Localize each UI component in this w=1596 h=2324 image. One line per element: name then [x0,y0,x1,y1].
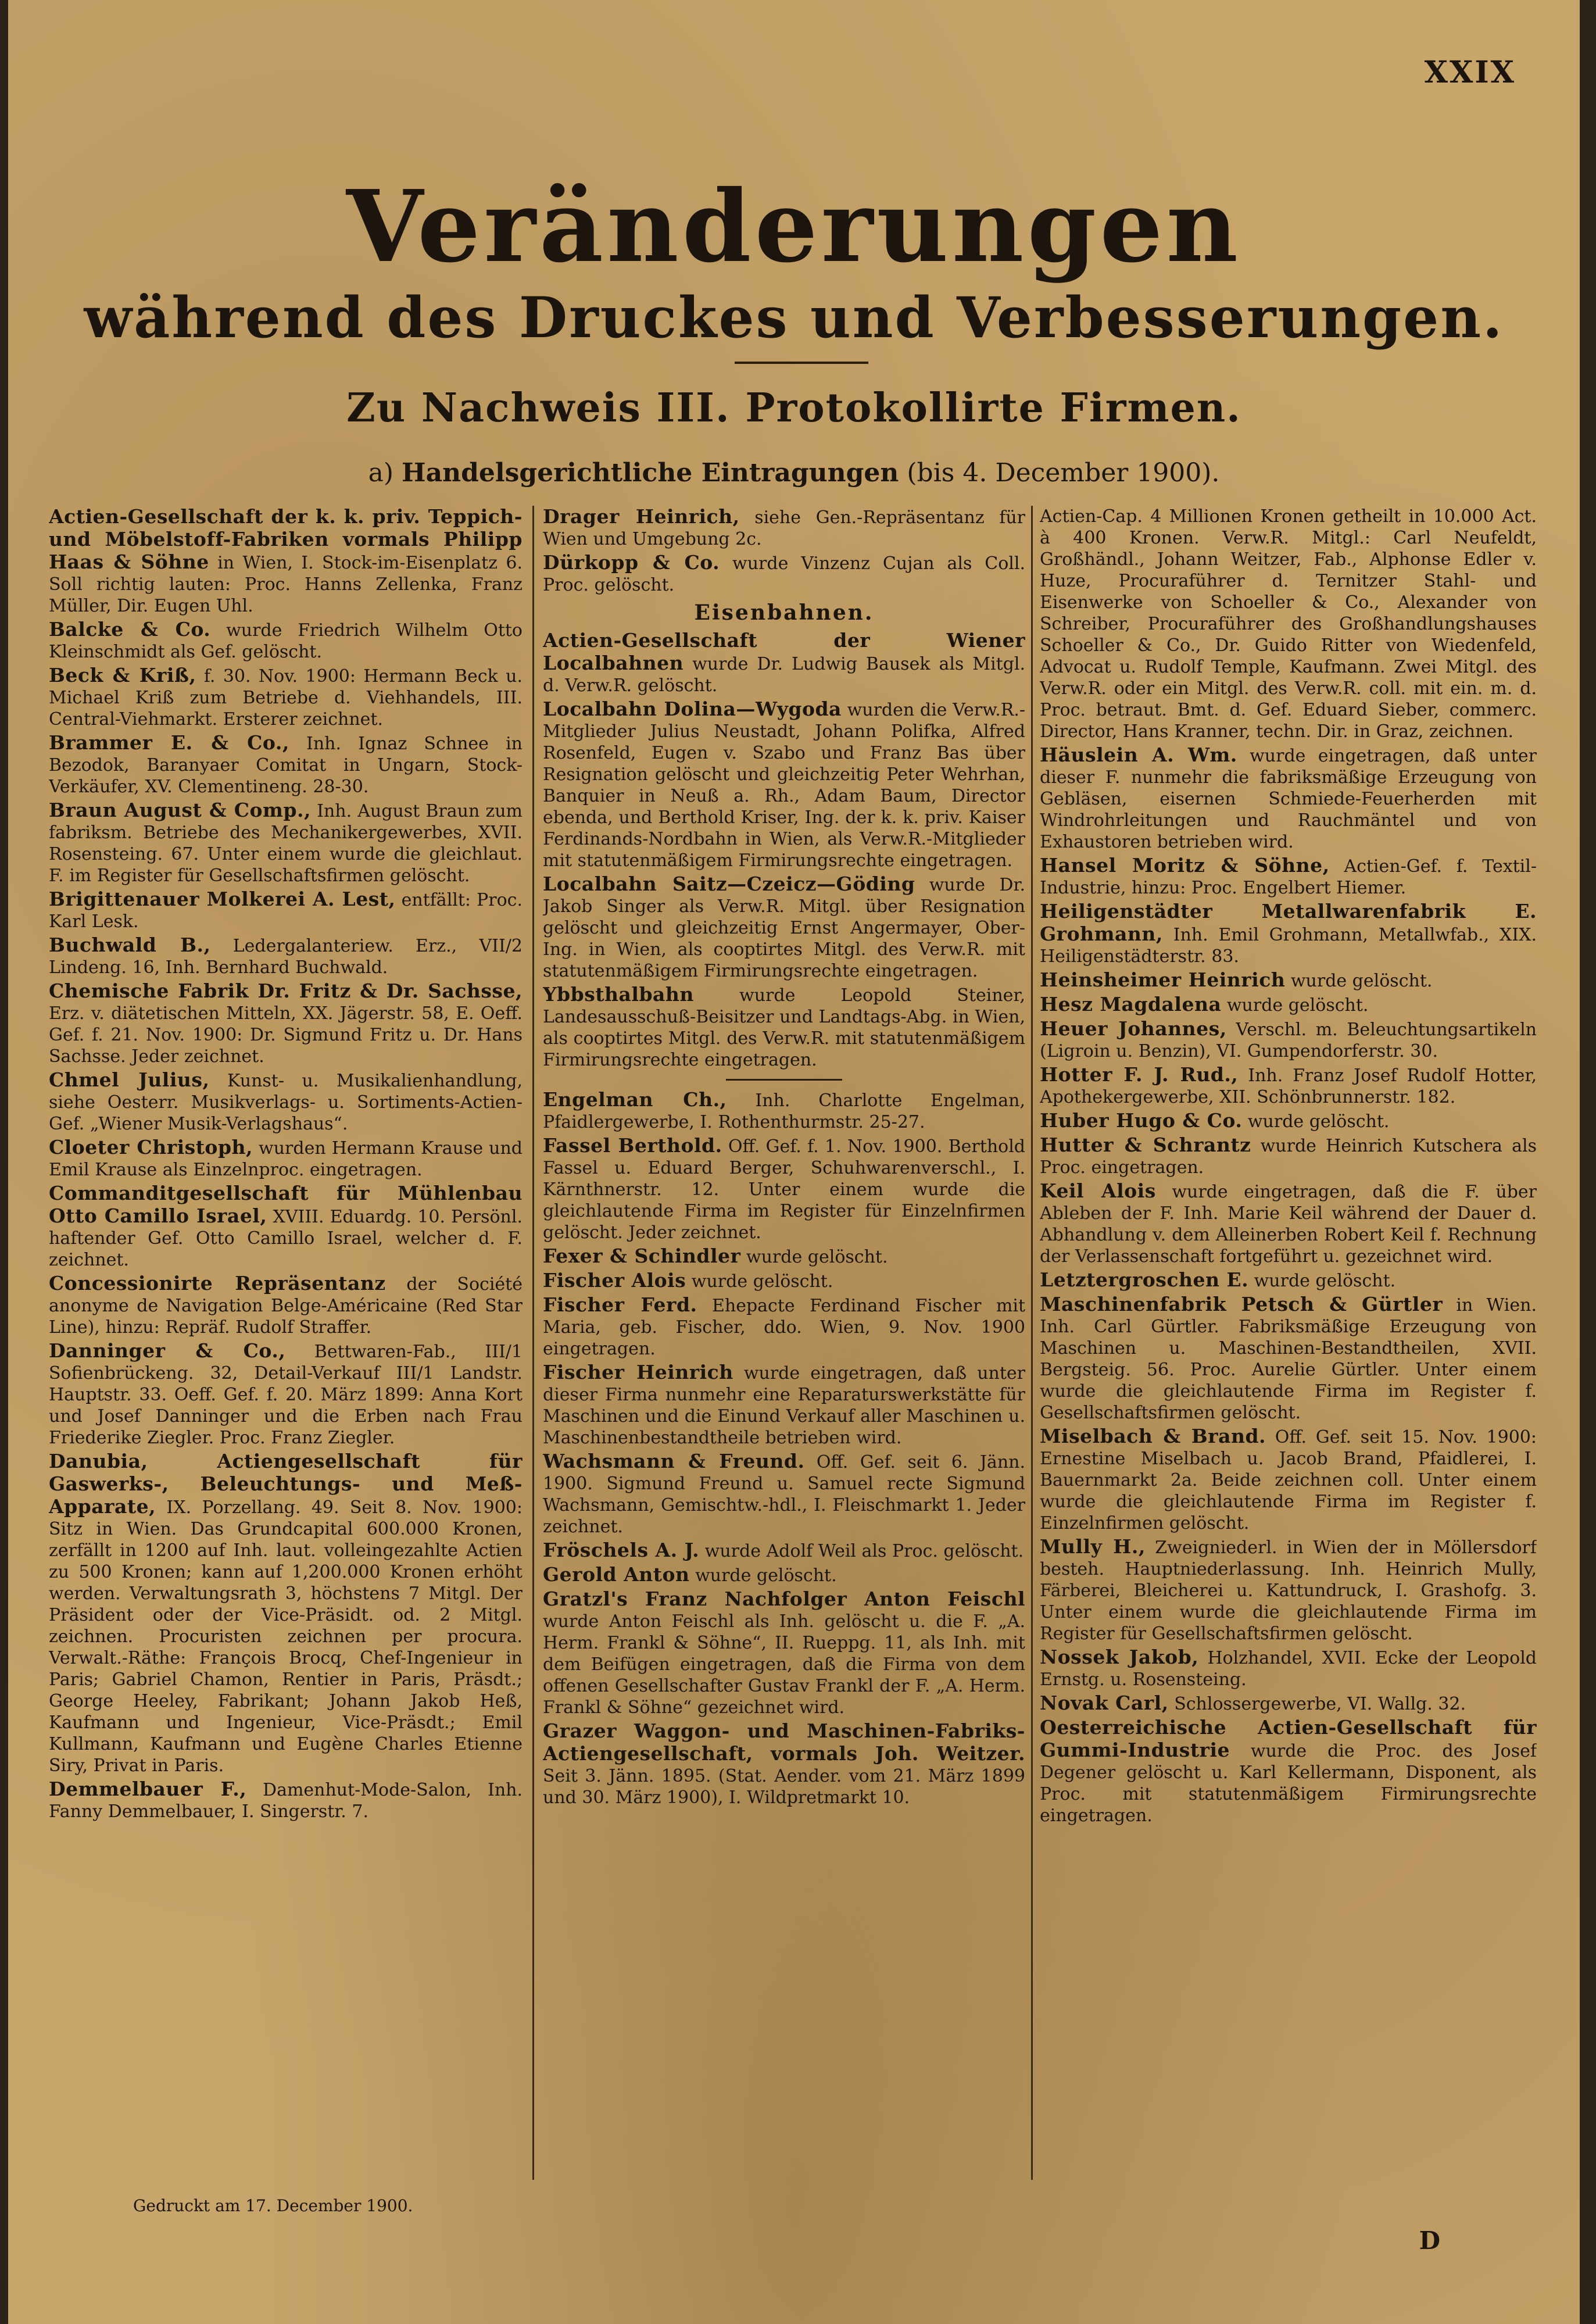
column-separator [1031,506,1033,2180]
firm-name: Chmel Julius, [49,1068,210,1091]
firm-name: Actien-Gesellschaft der Wiener Localbahnen [543,629,1025,674]
entry-text: Bettwaren-Fab., III/1 Sofienbrückeng. 32, Detail-Verkauf III/1 Landstr. Hauptstr. 33. Oeff. Gef. f. 20. März 1899: Anna Kort und Josef Danninger und die Erben nach Frau Friederike Ziegler. Proc. Franz Ziegler. [49,1342,523,1448]
column-separator [532,506,534,2180]
firm-name: Fischer Ferd. [543,1293,697,1316]
entry-text: IX. Porzellang. 49. Seit 8. Nov. 1900: Sitz in Wien. Das Grundcapital 600.000 Kronen, zerfällt in 1200 auf Inh. laut. volleingezahlte Actien zu 500 Kronen; kann auf 1,200.000 Kronen erhöht werden. Verwaltungsrath 3, höchstens 7 Mitgl. Der Präsident oder der Vice-Präsidt. od. 2 Mitgl. zeichnen. Procuristen zeichnen per procura. Verwalt.-Räthe: François Brocq, Chef-Ingenieur in Paris; Gabriel Chamon, Rentier in Paris, Präsdt.; George Heeley, Fabrikant; Johann Jakob Heß, Kaufmann und Ingenieur, Vice-Präsdt.; Emil Kullmann, Kaufmann und Eugène Charles Etienne Siry, Privat in Paris. [49,1497,523,1776]
firm-name: Nossek Jakob, [1040,1646,1199,1668]
firm-name: Dürkopp & Co. [543,551,720,574]
register-entry [1040,1692,1537,1715]
register-entry [49,1182,523,1271]
register-entry [543,1135,1025,1243]
section-title: Zu Nachweis III. Protokollirte Firmen. [346,385,1241,431]
register-entry [543,1089,1025,1133]
register-entry [1040,1293,1537,1424]
register-entry [1040,1717,1537,1826]
firm-name: Miselbach & Brand. [1040,1425,1266,1447]
entry-text: Actien-Cap. 4 Millionen Kronen getheilt in 10.000 Act. à 400 Kronen. Verw.R. Mitgl.: Carl Neufeldt, Großhändl., Johann Weitzer, Fab., Alphonse Edler v. Huze, Procuraführer d. Ternitzer Stahl- und Eisenwerke von Schoeller & Co., Alexander von Schreiber, Procuraführer des Großhandlungshauses Schoeller & Co., Dr. Guido Ritter von Wiedenfeld, Advocat u. Rudolf Temple, Kaufmann. Zwei Mitgl. des Verw.R. oder ein Mitgl. des Verw.R. coll. mit ein. m. d. Proc. betraut. Bmt. d. Gef. Eduard Sieber, commerc. Director, Hans Kranner, techn. Dir. in Graz, zeichnen. [1040,506,1537,742]
firm-name: Heuer Johannes, [1040,1017,1227,1040]
firm-name: Häuslein A. Wm. [1040,743,1237,766]
entry-text: wurde Dr. Jakob Singer als Verw.R. Mitgl. über Resignation gelöscht und gleichzeitig Ernst Angermayer, Ober-Ing. in Wien, als cooptirtes Mitgl. des Verw.R. mit statutenmäßigem Firmirungsrechte eingetragen. [543,875,1025,981]
register-entry [1040,506,1537,742]
register-entry [1040,969,1537,992]
register-entry [543,1361,1025,1449]
firm-name: Fassel Berthold. [543,1134,722,1157]
firm-name: Oesterreichische Actien-Gesellschaft für Gummi-Industrie [1040,1716,1537,1761]
entry-text: wurden Hermann Krause und Emil Krause als Einzelnproc. eingetragen. [49,1138,523,1180]
register-entry [49,732,523,798]
firm-name: Commanditgesellschaft für Mühlenbau Otto Camillo Israel, [49,1182,523,1227]
subsection-date: (bis 4. December 1900). [907,458,1220,488]
firm-name: Hotter F. J. Rud., [1040,1063,1239,1086]
column-1 [49,506,523,2191]
firm-name: Letztergroschen E. [1040,1268,1249,1291]
firm-name: Fischer Alois [543,1269,686,1292]
firm-name: Brigittenauer Molkerei A. Lest, [49,888,396,910]
register-entry [49,1136,523,1181]
register-entry [543,873,1025,982]
firm-name: Hansel Moritz & Söhne, [1040,854,1330,877]
entry-text: XVIII. Eduardg. 10. Persönl. haftender Gef. Otto Camillo Israel, welcher d. F. zeichnet. [49,1207,523,1270]
print-date: Gedruckt am 17. December 1900. [133,2196,413,2215]
entry-text: wurde gelöscht. [1285,971,1433,991]
entry-text: wurde gelöscht. [1242,1111,1390,1132]
register-entry [49,618,523,663]
entry-text: Off. Gef. seit 6. Jänn. 1900. Sigmund Freund u. Samuel recte Sigmund Wachsmann, Gemischtw.-hdl., I. Fleischmarkt 1. Jeder zeichnet. [543,1452,1025,1537]
firm-name: Mully H., [1040,1535,1146,1558]
firm-name: Danninger & Co., [49,1339,286,1362]
register-entry [543,698,1025,871]
firm-name: Hutter & Schrantz [1040,1134,1251,1156]
register-entry [49,1450,523,1776]
firm-name: Ybbsthalbahn [543,983,694,1006]
register-entry [49,1069,523,1135]
column-2-part-c [543,1089,1025,1808]
entry-text: Holzhandel, XVII. Ecke der Leopold Ernstg. u. Rosensteing. [1040,1648,1537,1690]
firm-name: Balcke & Co. [49,618,211,641]
entry-text: Inh. Emil Grohmann, Metallwfab., XIX. Heiligenstädterstr. 83. [1040,925,1537,967]
entry-text: wurde Heinrich Kutschera als Proc. eingetragen. [1040,1136,1537,1178]
entry-text: wurde eingetragen, daß unter dieser Firma nunmehr eine Reparaturswerkstätte für Maschinen und die Einund Verkauf aller Maschinen u. Maschinenbestandtheile betrieben wird. [543,1363,1025,1448]
entry-text: wurde gelöscht. [740,1247,888,1267]
railway-heading: Eisenbahnen. [694,600,874,625]
firm-name: Wachsmann & Freund. [543,1450,805,1472]
register-entry [49,980,523,1067]
page-number: XXIX [1424,55,1516,90]
entry-text: wurde Adolf Weil als Proc. gelöscht. [699,1541,1024,1561]
firm-name: Concessionirte Repräsentanz [49,1272,386,1295]
column-2 [543,506,1025,2191]
firm-name: Chemische Fabrik Dr. Fritz & Dr. Sachsse, [49,979,523,1002]
entry-text: wurde Friedrich Wilhelm Otto Kleinschmidt als Gef. gelöscht. [49,620,523,662]
subsection-heading: Handelsgerichtliche Eintragungen [402,458,899,488]
register-entry [1040,1064,1537,1108]
entry-text: wurde gelöscht. [686,1271,833,1292]
entry-text: wurde eingetragen, daß unter dieser F. nunmehr die fabriksmäßige Erzeugung von Gebläsen, eisernen Schmiede-Feuerherden mit Windrohrleitungen und Rauchmäntel und von Exhaustoren betrieben wird. [1040,746,1537,852]
entry-text: wurde eingetragen, daß die F. über Ableben der F. Inh. Marie Keil während der Dauer d. Abhandlung v. dem Alleinerben Robert Keil f. Rechnung der Verlassenschaft fortgeführt u. gezeichnet wird. [1040,1182,1537,1267]
subsection-label: a) [368,458,394,488]
firm-name: Heiligenstädter Metallwarenfabrik E. Grohmann, [1040,900,1537,945]
entry-text: wurde Leopold Steiner, Landesausschuß-Beisitzer und Landtags-Abg. in Wien, als cooptirtes Mitgl. des Verw.R. mit statutenmäßigem Firmirungsrechte eingetragen. [543,985,1025,1070]
columns [49,506,1537,2191]
firm-name: Braun August & Comp., [49,799,311,821]
firm-name: Gerold Anton [543,1563,690,1586]
entry-text: Actien-Gef. f. Textil-Industrie, hinzu: Proc. Engelbert Hiemer. [1040,856,1537,898]
entry-text: Inh. Ignaz Schnee in Bezodok, Baranyaer Comitat in Ungarn, Stock-Verkäufer, XV. Clementineng. 28-30. [49,734,523,797]
register-entry [543,1450,1025,1538]
column-2-part-b [543,630,1025,1071]
entry-text: wurde Vinzenz Cujan als Coll. Proc. gelöscht. [543,553,1025,595]
register-entry [1040,1536,1537,1644]
register-entry [543,552,1025,596]
register-entry [543,1564,1025,1586]
register-entry [1040,1269,1537,1292]
register-entry [543,630,1025,696]
register-entry [1040,744,1537,853]
firm-name: Novak Carl, [1040,1692,1169,1714]
entry-text: wurde die Proc. des Josef Degener gelöscht u. Karl Kellermann, Disponent, als Proc. mit statutenmäßigem Firmirungsrechte eingetragen. [1040,1741,1537,1826]
entry-text: Off. Gef. f. 1. Nov. 1900. Berthold Fassel u. Eduard Berger, Schuhwarenverschl., I. Kärnthnerstr. 12. Unter einem wurde die gleichlautende Firma im Register für Einzelnfirmen gelöscht. Jeder zeichnet. [543,1136,1025,1243]
entry-text: entfällt: Proc. Karl Lesk. [49,890,523,932]
entry-text: f. 30. Nov. 1900: Hermann Beck u. Michael Kriß zum Betriebe d. Viehhandels, III. Central-Viehmarkt. Ersterer zeichnet. [49,666,523,730]
register-entry [1040,1646,1537,1690]
firm-name: Cloeter Christoph, [49,1136,253,1159]
register-entry [49,934,523,978]
firm-name: Drager Heinrich, [543,506,740,528]
entry-text: Inh. Charlotte Engelman, Pfaidlergewerbe, I. Rothenthurmstr. 25-27. [543,1091,1025,1132]
entry-text: Seit 3. Jänn. 1895. (Stat. Aender. vom 21. März 1899 und 30. März 1900), I. Wildpretmarkt 10. [543,1766,1025,1808]
firm-name: Keil Alois [1040,1179,1156,1202]
entry-text: wurden die Verw.R.-Mitglieder Julius Neustadt, Johann Polifka, Alfred Rosenfeld, Eugen v. Szabo und Franz Bas über Resignation gelöscht und gleichzeitig Peter Wehrhan, Banquier in Neuß a. Rh., Adam Baum, Director ebenda, und Berthold Kriser, Ing. der k. k. priv. Kaiser Ferdinands-Nordbahn in Wien, als Verw.R.-Mitglieder mit statutenmäßigem Firmirungsrechte eingetragen. [543,700,1025,871]
register-entry [543,506,1025,550]
entry-text: Inh. Franz Josef Rudolf Hotter, Apothekergewerbe, XII. Schönbrunnerstr. 182. [1040,1066,1537,1107]
register-entry [543,1539,1025,1562]
firm-name: Danubia, Actiengesellschaft für Gaswerks-, Beleuchtungs- und Meß-Apparate, [49,1450,523,1518]
register-entry [49,888,523,932]
entry-text: Inh. August Braun zum fabriksm. Betriebe des Mechanikergewerbes, XVII. Rosensteing. 67. Unter einem wurde die gleichlaut. F. im Register für Gesellschaftsfirmen gelöscht. [49,801,523,886]
firm-name: Buchwald B., [49,934,211,956]
firm-name: Beck & Kriß, [49,664,196,687]
entry-text: Ledergalanteriew. Erz., VII/2 Lindeng. 16, Inh. Bernhard Buchwald. [49,936,523,978]
document-page [8,0,1580,2324]
register-entry [1040,1425,1537,1534]
register-entry [543,984,1025,1071]
register-entry [1040,993,1537,1016]
firm-name: Fexer & Schindler [543,1245,741,1267]
entry-text: Off. Gef. seit 15. Nov. 1900: Ernestine Miselbach u. Jacob Brand, Pfaidlerei, I. Bauernmarkt 2a. Beide zeichnen coll. Unter einem wurde die gleichlautende Firma im Register f. Einzelnfirmen gelöscht. [1040,1427,1537,1533]
firm-name: Grazer Waggon- und Maschinen-Fabriks-Actiengesellschaft, vormals Joh. Weitzer. [543,1719,1025,1765]
register-entry [49,1272,523,1338]
register-entry [49,664,523,730]
register-entry [49,1778,523,1822]
column-3 [1040,506,1537,2191]
firm-name: Heinsheimer Heinrich [1040,968,1286,991]
register-entry [1040,1018,1537,1062]
entry-text: Ehepacte Ferdinand Fischer mit Maria, geb. Fischer, ddo. Wien, 9. Nov. 1900 eingetragen. [543,1296,1025,1359]
firm-name: Localbahn Dolina—Wygoda [543,698,842,720]
title-divider [735,362,868,364]
firm-name: Hesz Magdalena [1040,993,1222,1016]
short-divider [726,1079,842,1081]
page-subtitle: während des Druckes und Verbesserungen. [84,285,1504,351]
page-title: Veränderungen [346,169,1242,285]
entry-text: Schlossergewerbe, VI. Wallg. 32. [1168,1694,1466,1714]
entry-text: der Société anonyme de Navigation Belge-Américaine (Red Star Line), hinzu: Repräf. Rudolf Straffer. [49,1274,523,1338]
register-entry [543,1245,1025,1268]
entry-text: Verschl. m. Beleuchtungsartikeln (Ligroin u. Benzin), VI. Gumpendorferstr. 30. [1040,1020,1537,1061]
firm-name: Brammer E. & Co., [49,731,289,754]
register-entry [543,1294,1025,1360]
entry-text: Zweigniederl. in Wien der in Möllersdorf besteh. Hauptniederlassung. Inh. Heinrich Mully, Färberei, Bleicherei u. Kattundruck, I. Grashofg. 3. Unter einem wurde die gleichlautende Firma im Register für Gesellschaftsfirmen gelöscht. [1040,1538,1537,1644]
subsection-title [8,458,1580,488]
signature-mark: D [1419,2226,1440,2255]
column-2-part-a [543,506,1025,596]
register-entry [49,799,523,886]
entry-text: wurde gelöscht. [1248,1271,1396,1291]
entry-text: Damenhut-Mode-Salon, Inh. Fanny Demmelbauer, I. Singerstr. 7. [49,1780,523,1822]
firm-name: Huber Hugo & Co. [1040,1109,1243,1132]
firm-name: Fischer Heinrich [543,1361,733,1383]
entry-text: wurde gelöscht. [1221,995,1369,1016]
entry-text: siehe Gen.-Repräsentanz für Wien und Umgebung 2c. [543,507,1025,549]
register-entry [543,1588,1025,1718]
firm-name: Engelman Ch., [543,1088,727,1111]
register-entry [543,1720,1025,1808]
entry-text: Erz. v. diätetischen Mitteln, XX. Jägerstr. 58, E. Oeff. Gef. f. 21. Nov. 1900: Dr. Sigmund Fritz u. Dr. Hans Sachsse. Jeder zeichnet. [49,1003,523,1067]
firm-name: Actien-Gesellschaft der k. k. priv. Teppich- und Möbelstoff-Fabriken vormals Philipp Haas & Söhne [49,506,523,573]
firm-name: Demmelbauer F., [49,1778,247,1800]
firm-name: Gratzl's Franz Nachfolger Anton Feischl [543,1588,1025,1610]
register-entry [543,1270,1025,1292]
register-entry [1040,900,1537,967]
firm-name: Maschinenfabrik Petsch & Gürtler [1040,1293,1443,1315]
entry-text: in Wien, I. Stock-im-Eisenplatz 6. Soll richtig lauten: Proc. Hanns Zellenka, Franz Müller, Dir. Eugen Uhl. [49,553,523,616]
register-entry [1040,1134,1537,1178]
entry-text: in Wien. Inh. Carl Gürtler. Fabriksmäßige Erzeugung von Maschinen u. Maschinen-Bestandtheilen, XVII. Bergsteig. 56. Proc. Aurelie Gürtler. Unter einem wurde die gleichlautende Firma im Register f. Gesellschaftsfirmen gelöscht. [1040,1295,1537,1423]
firm-name: Fröschels A. J. [543,1539,700,1561]
entry-text: wurde Dr. Ludwig Bausek als Mitgl. d. Verw.R. gelöscht. [543,654,1025,696]
entry-text: wurde gelöscht. [689,1565,837,1586]
entry-text: wurde Anton Feischl als Inh. gelöscht u. die F. „A. Herm. Frankl & Söhne“, II. Rueppg. 11, als Inh. mit dem Beifügen eingetragen, daß die Firma von dem offenen Gesellschafter Gustav Frankl der F. „A. Herm. Frankl & Söhne“ gezeichnet wird. [543,1611,1025,1718]
register-entry [1040,1110,1537,1132]
register-entry [49,1340,523,1449]
register-entry [49,506,523,617]
entry-text: Kunst- u. Musikalienhandlung, siehe Oesterr. Musikverlags- u. Sortiments-Actien-Gef. „Wiener Musik-Verlagshaus“. [49,1071,523,1134]
register-entry [1040,854,1537,899]
firm-name: Localbahn Saitz—Czeicz—Göding [543,873,915,895]
register-entry [1040,1180,1537,1267]
